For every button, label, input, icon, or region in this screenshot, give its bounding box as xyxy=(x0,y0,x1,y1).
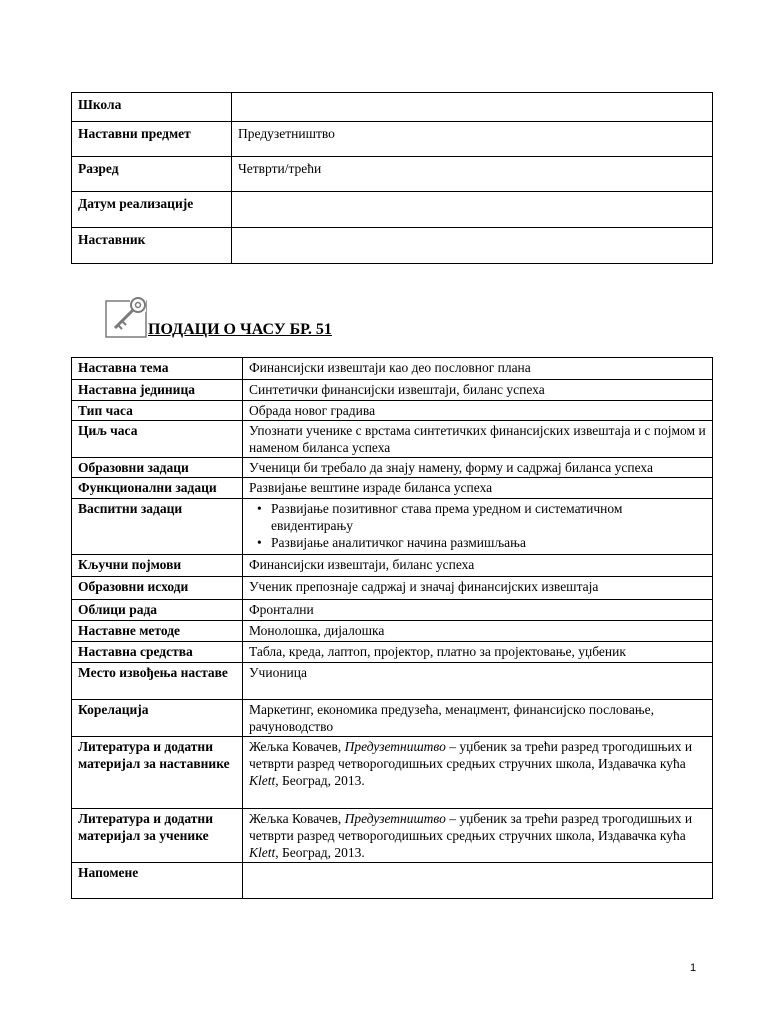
table-row xyxy=(72,93,713,122)
key-terms-value: Финансијски извештаји, биланс успеха xyxy=(243,555,713,577)
lit-teacher-author: Жељка Ковачев, xyxy=(249,739,345,754)
func-tasks-label: Функционални задаци xyxy=(72,478,243,499)
lit-student-value xyxy=(243,809,713,863)
goal-label: Циљ часа xyxy=(72,421,243,458)
table-row xyxy=(72,478,713,499)
teacher-value xyxy=(232,228,713,264)
methods-value: Монолошка, дијалошка xyxy=(243,621,713,642)
lit-student-publisher: Klett xyxy=(249,845,276,860)
subject-value: Предузетништво xyxy=(232,122,713,157)
lit-student-place-year: , Београд, 2013. xyxy=(275,845,365,860)
unit-value: Синтетички финансијски извештаји, биланс успеха xyxy=(243,380,713,401)
work-forms-value: Фронтални xyxy=(243,600,713,621)
grade-value: Четврти/трећи xyxy=(232,157,713,192)
lit-student-author: Жељка Ковачев, xyxy=(249,811,345,826)
edu-tasks-label: Образовни задаци xyxy=(72,458,243,478)
table-row xyxy=(72,663,713,700)
func-tasks-value: Развијање вештине израде биланса успеха xyxy=(243,478,713,499)
page-number: 1 xyxy=(690,962,697,974)
topic-value: Финансијски извештаји као део пословног плана xyxy=(243,358,713,380)
lit-student-book: Предузетништво xyxy=(344,811,446,826)
school-label: Школа xyxy=(72,93,232,122)
outcomes-value: Ученик препознаје садржај и значај финансијских извештаја xyxy=(243,577,713,600)
table-row xyxy=(72,458,713,478)
topic-label: Наставна тема xyxy=(72,358,243,380)
table-row xyxy=(72,157,713,192)
goal-value: Упознати ученике с врстама синтетичких финансијских извештаја и с појмом и наменом биланса успеха xyxy=(243,421,713,458)
lit-student-label: Литература и додатни материјал за ученике xyxy=(72,809,243,863)
methods-label: Наставне методе xyxy=(72,621,243,642)
lesson-data-table xyxy=(71,357,713,899)
upbringing-label: Васпитни задаци xyxy=(72,499,243,555)
table-row xyxy=(72,863,713,899)
lesson-type-value: Обрада новог градива xyxy=(243,401,713,421)
school-value xyxy=(232,93,713,122)
table-row xyxy=(72,642,713,663)
grade-label: Разред xyxy=(72,157,232,192)
work-forms-label: Облици рада xyxy=(72,600,243,621)
table-row xyxy=(72,192,713,228)
table-row xyxy=(72,809,713,863)
date-value xyxy=(232,192,713,228)
teacher-label: Наставник xyxy=(72,228,232,264)
lit-teacher-desc: – уџбеник за трећи разред трогодишњих и четврти разред четворогодишњих средњих стручних школа, Издавачка кућа xyxy=(249,739,693,771)
lit-teacher-publisher: Klett xyxy=(249,773,276,788)
correlation-label: Корелација xyxy=(72,700,243,737)
lit-teacher-place-year: , Београд, 2013. xyxy=(275,773,365,788)
upbringing-value xyxy=(243,499,713,555)
unit-label: Наставна јединица xyxy=(72,380,243,401)
means-label: Наставна средства xyxy=(72,642,243,663)
lit-teacher-label: Литература и додатни материјал за наставнике xyxy=(72,737,243,809)
correlation-value: Маркетинг, економика предузећа, менаџмент, финансијско пословање, рачуноводство xyxy=(243,700,713,737)
lesson-title: ПОДАЦИ О ЧАСУ БР. 51 xyxy=(148,321,332,338)
table-row xyxy=(72,358,713,380)
table-row xyxy=(72,577,713,600)
table-row xyxy=(72,499,713,555)
list-item: • Развијање позитивног става према уредном и систематичном евидентирању xyxy=(271,500,706,534)
list-item: • Развијање аналитичког начина размишљања xyxy=(271,534,706,551)
date-label: Датум реализације xyxy=(72,192,232,228)
means-value: Табла, креда, лаптоп, пројектор, платно за пројектовање, уџбеник xyxy=(243,642,713,663)
school-info-table xyxy=(71,92,713,264)
place-value: Учионица xyxy=(243,663,713,700)
place-label: Место извођења наставе xyxy=(72,663,243,700)
key-terms-label: Кључни појмови xyxy=(72,555,243,577)
table-row xyxy=(72,700,713,737)
lesson-heading xyxy=(104,295,332,339)
notes-label: Напомене xyxy=(72,863,243,899)
table-row xyxy=(72,380,713,401)
table-row xyxy=(72,401,713,421)
upbringing-list xyxy=(249,500,706,551)
table-row xyxy=(72,621,713,642)
key-icon xyxy=(104,295,148,339)
edu-tasks-value: Ученици би требало да знају намену, форму и садржај биланса успеха xyxy=(243,458,713,478)
outcomes-label: Образовни исходи xyxy=(72,577,243,600)
table-row xyxy=(72,122,713,157)
lit-student-desc: – уџбеник за трећи разред трогодишњих и четврти разред четворогодишњих средњих стручних школа, Издавачка кућа xyxy=(249,811,693,843)
table-row xyxy=(72,555,713,577)
subject-label: Наставни предмет xyxy=(72,122,232,157)
table-row xyxy=(72,737,713,809)
lit-teacher-book: Предузетништво xyxy=(344,739,446,754)
table-row xyxy=(72,228,713,264)
table-row xyxy=(72,600,713,621)
lit-teacher-value xyxy=(243,737,713,809)
notes-value xyxy=(243,863,713,899)
table-row xyxy=(72,421,713,458)
lesson-type-label: Тип часа xyxy=(72,401,243,421)
